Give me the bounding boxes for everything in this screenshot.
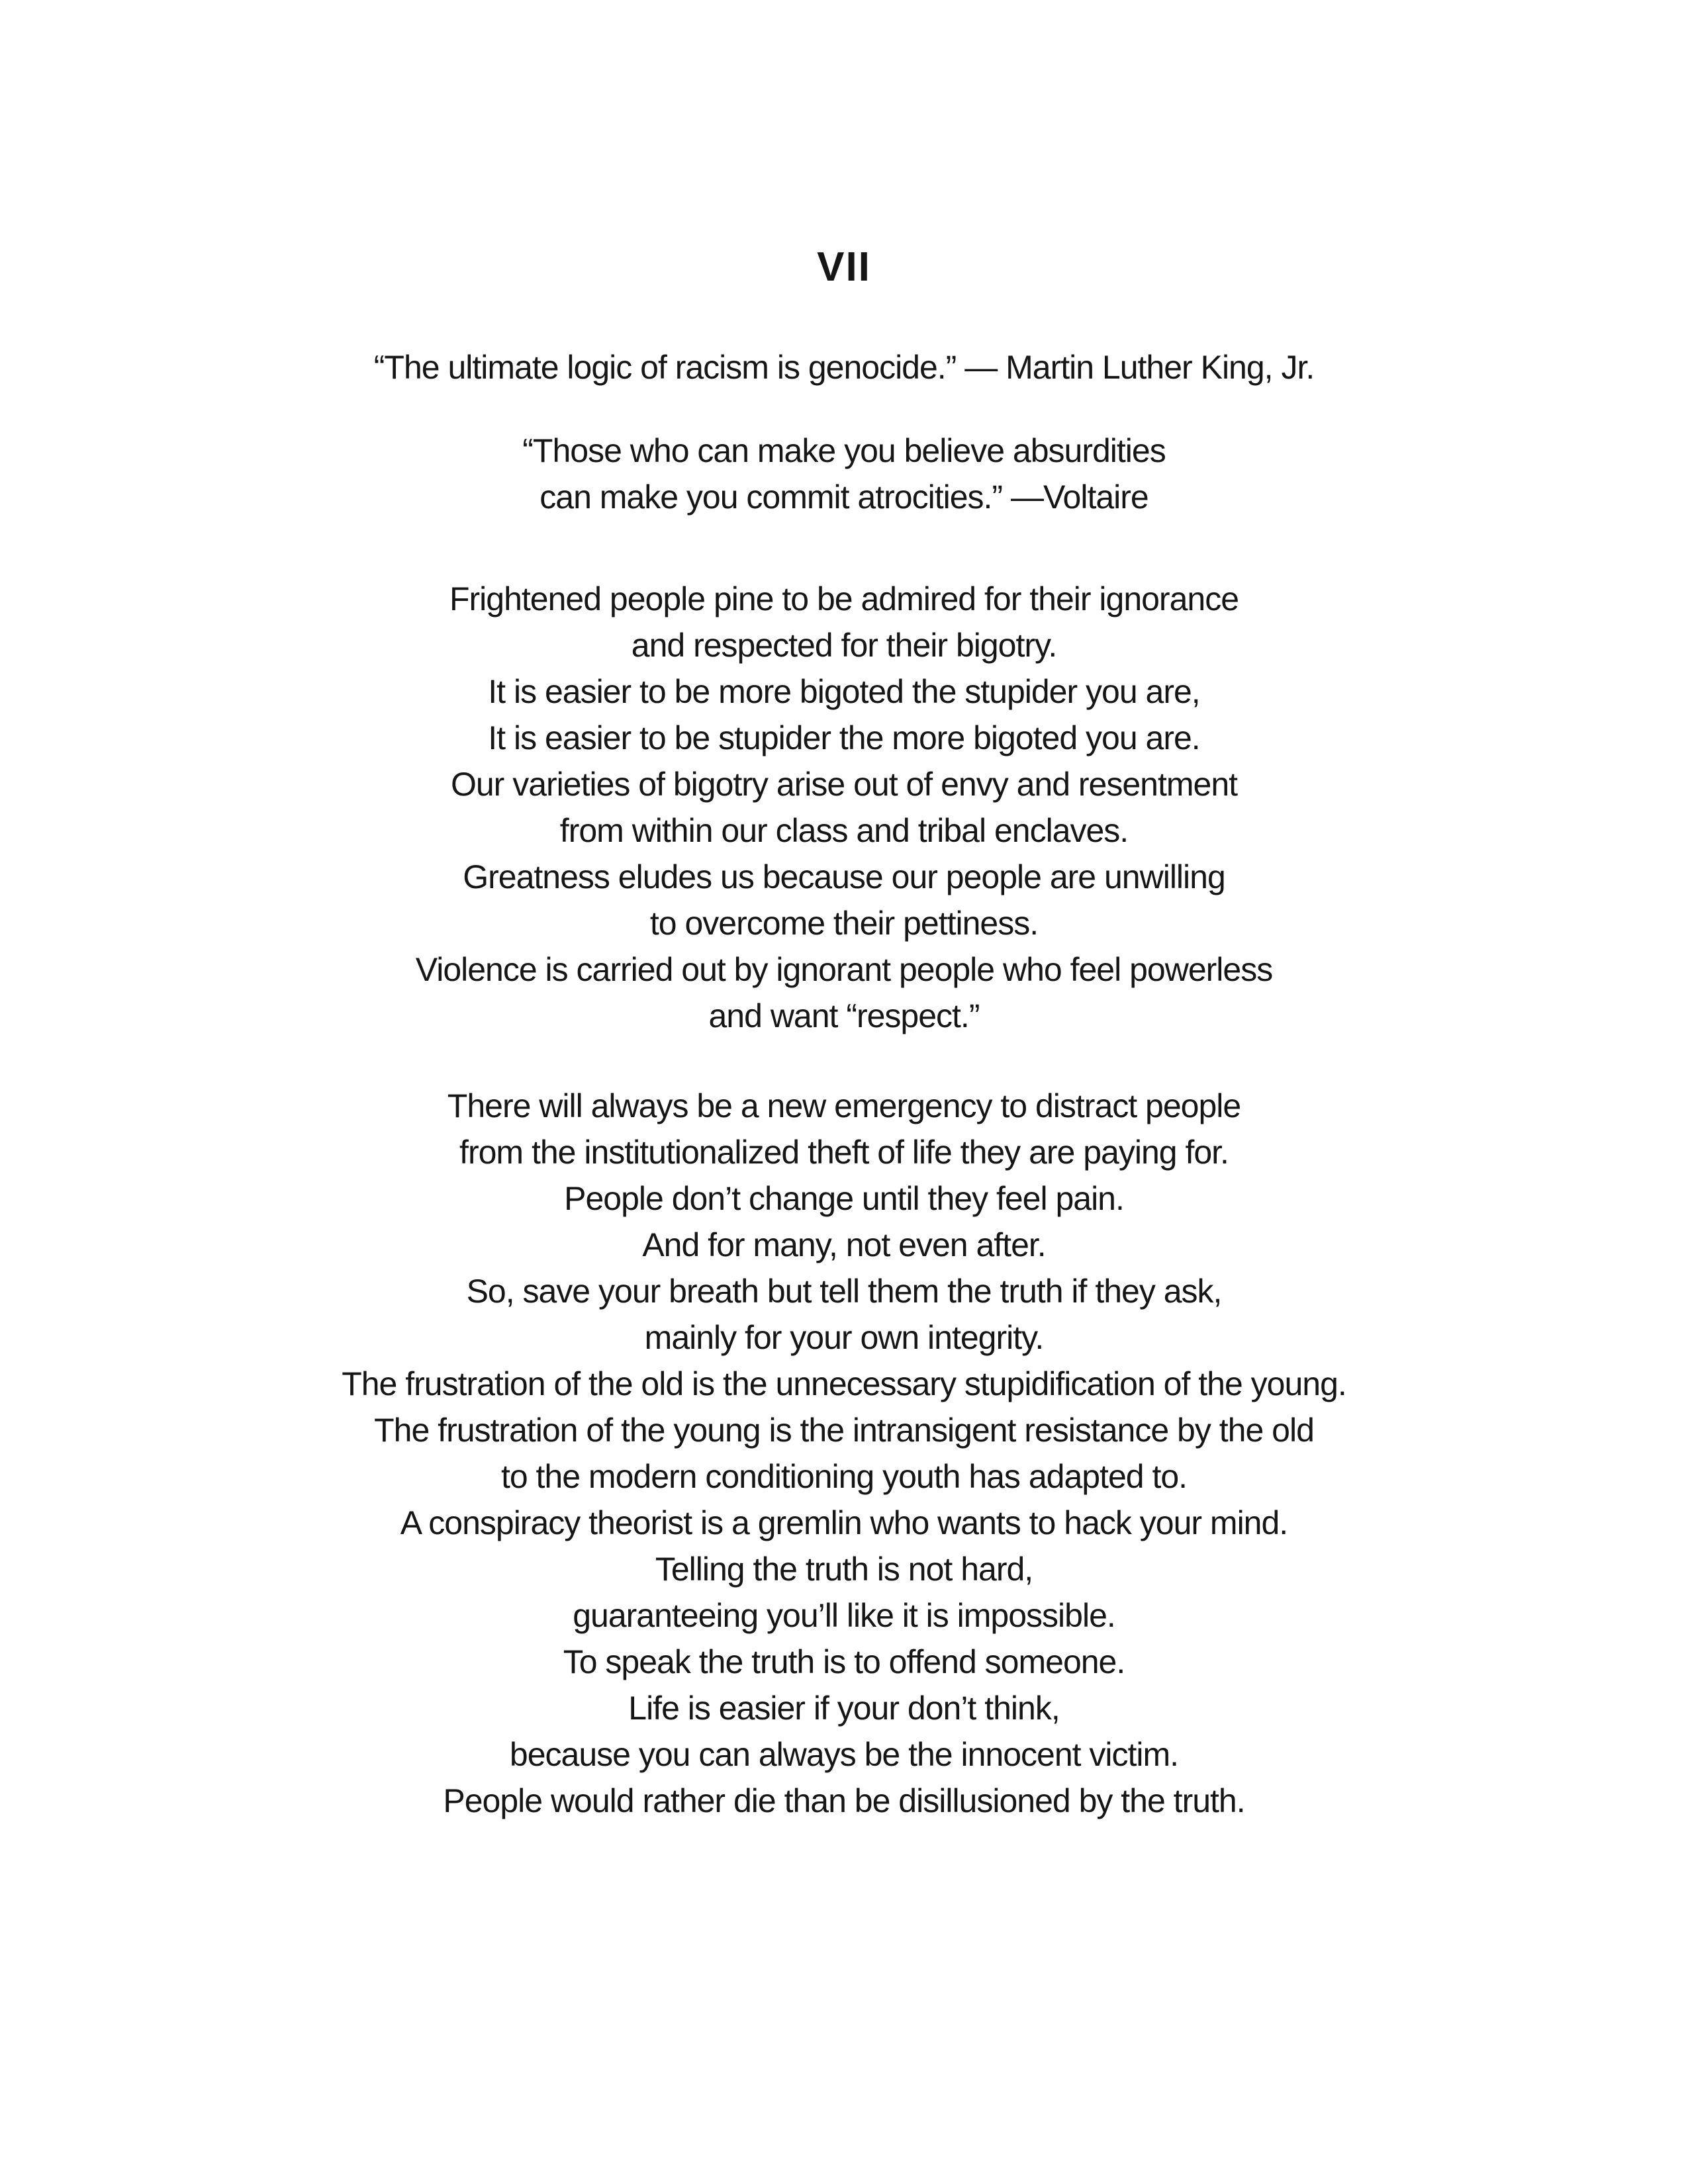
poem-line: and want “respect.” — [708, 997, 980, 1034]
poem-line: It is easier to be more bigoted the stupider you are, — [488, 673, 1200, 710]
poem-line: And for many, not even after. — [642, 1226, 1046, 1263]
epigraph-line: “The ultimate logic of racism is genocide.” — Martin Luther King, Jr. — [373, 349, 1315, 386]
poem-line: A conspiracy theorist is a gremlin who wants to hack your mind. — [400, 1504, 1288, 1541]
poem-line: There will always be a new emergency to distract people — [447, 1087, 1241, 1124]
poem-line: Our varieties of bigotry arise out of envy and resentment — [450, 766, 1238, 803]
poem-line: So, save your breath but tell them the truth if they ask, — [466, 1273, 1222, 1310]
epigraph-voltaire — [0, 428, 1688, 520]
poem-line: from within our class and tribal enclaves. — [559, 812, 1129, 849]
epigraph-line: can make you commit atrocities.” —Voltaire — [539, 478, 1149, 516]
poem-line: guaranteeing you’ll like it is impossible. — [573, 1597, 1115, 1634]
poem-line: People would rather die than be disillusioned by the truth. — [443, 1782, 1245, 1819]
epigraph-line: “Those who can make you believe absurdities — [522, 432, 1166, 469]
poem-line: to overcome their pettiness. — [649, 905, 1039, 942]
stanza-1 — [0, 576, 1688, 1039]
poem-line: Telling the truth is not hard, — [655, 1551, 1033, 1588]
epigraph-mlk — [0, 344, 1688, 390]
stanza-2 — [0, 1083, 1688, 1824]
poem-line: Life is easier if your don’t think, — [628, 1690, 1060, 1727]
poem-line: It is easier to be stupider the more bigoted you are. — [488, 719, 1200, 756]
chapter-heading: VII — [817, 244, 871, 290]
poem-line: The frustration of the old is the unnecessary stupidification of the young. — [342, 1365, 1346, 1402]
poem-line: mainly for your own integrity. — [644, 1319, 1044, 1356]
poem-line: The frustration of the young is the intransigent resistance by the old — [374, 1412, 1314, 1449]
poem-line: from the institutionalized theft of life they are paying for. — [459, 1134, 1229, 1171]
poem-line: Frightened people pine to be admired for their ignorance — [449, 580, 1239, 617]
poem-line: to the modern conditioning youth has adapted to. — [500, 1458, 1188, 1495]
poem-line: People don’t change until they feel pain. — [564, 1180, 1124, 1217]
poem-line: because you can always be the innocent victim. — [509, 1736, 1179, 1773]
poem-line: and respected for their bigotry. — [631, 627, 1057, 664]
poem-line: Violence is carried out by ignorant people who feel powerless — [415, 951, 1273, 988]
poem-line: Greatness eludes us because our people are unwilling — [463, 858, 1225, 895]
poem-line: To speak the truth is to offend someone. — [563, 1643, 1125, 1680]
